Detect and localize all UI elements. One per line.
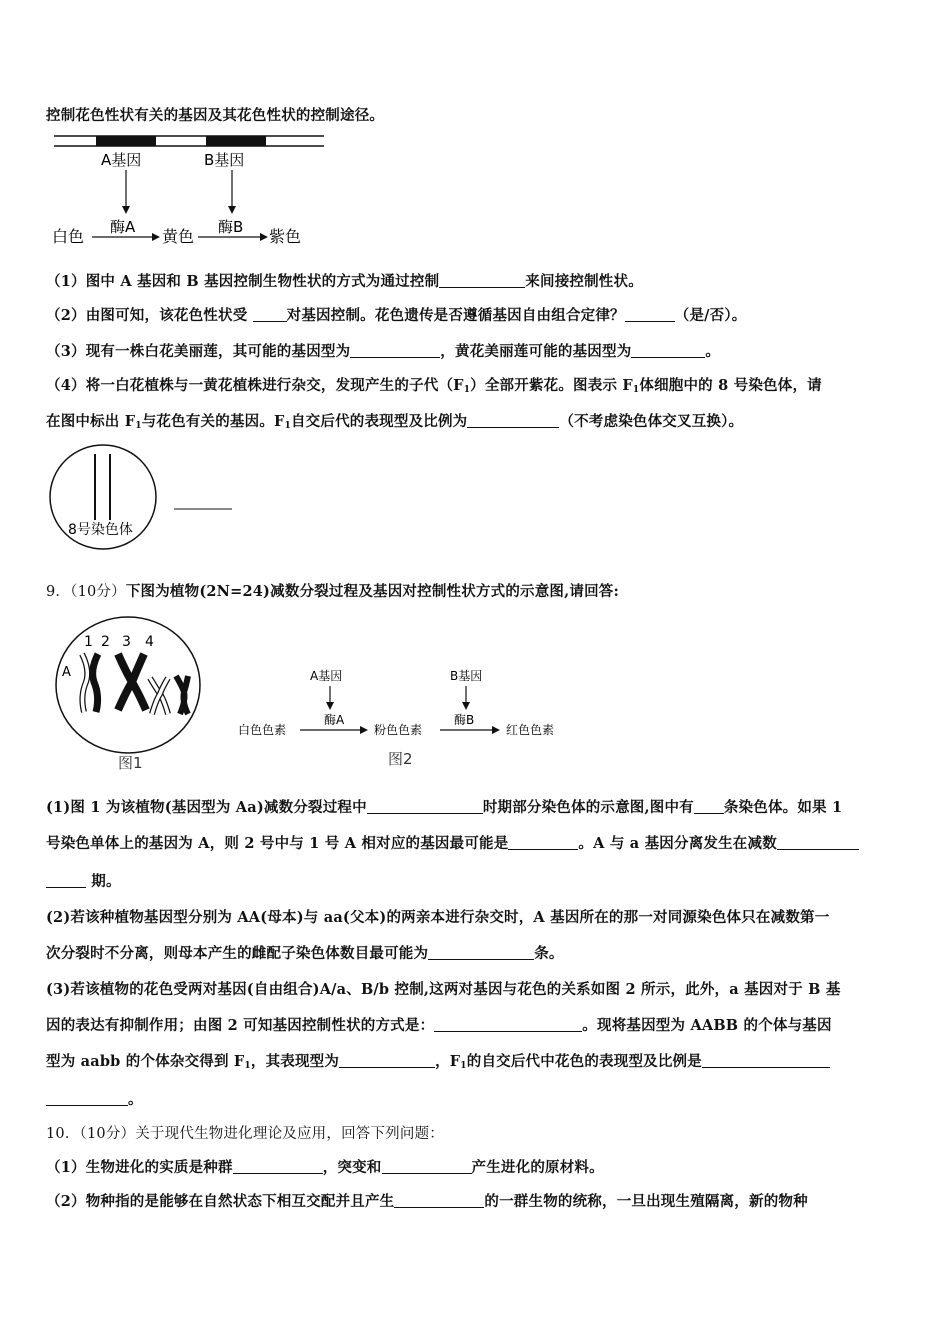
q8-part2: （2）由图可知，该花色性状受 对基因控制。花色遗传是否遵循基因自由组合定律？ （是/否）。 bbox=[46, 307, 747, 324]
enzyme-b-label: 酶B bbox=[454, 713, 475, 727]
answer-blank[interactable] bbox=[350, 343, 440, 358]
q9-part1-line3: 期。 bbox=[46, 870, 121, 891]
chromosome-5 bbox=[176, 676, 188, 714]
pigment-red: 红色色素 bbox=[506, 723, 555, 737]
q9-part2-line1: (2)若该种植物基因型分别为 AA(母本)与 aa(父本)的两亲本进行杂交时，A 基因所在的那一对同源染色体只在减数第一 bbox=[46, 909, 830, 926]
gene-pathway-figure bbox=[46, 128, 336, 253]
gene-a-mark: A bbox=[62, 665, 71, 680]
answer-blank[interactable] bbox=[233, 1159, 323, 1174]
chromosome-2 bbox=[93, 654, 98, 712]
chromatid-number: 2 bbox=[101, 634, 110, 650]
arrow-down-icon bbox=[228, 206, 236, 214]
arrow-right-icon bbox=[152, 233, 160, 241]
arrow-down-icon bbox=[462, 702, 470, 710]
color-yellow: 黄色 bbox=[162, 227, 195, 246]
color-white: 白色 bbox=[52, 227, 85, 246]
answer-blank[interactable] bbox=[467, 413, 559, 428]
answer-blank[interactable] bbox=[382, 1159, 472, 1174]
chromatid-number: 1 bbox=[84, 634, 93, 650]
answer-blank[interactable] bbox=[439, 273, 525, 288]
q8-part4-line1: （4）将一白花植株与一黄花植株进行杂交，发现产生的子代$(F_1)$全部开紫花。图表示 $F_1$体细胞中的 8 号染色体，请 bbox=[46, 377, 822, 395]
gene-a-segment bbox=[96, 136, 156, 146]
answer-blank[interactable] bbox=[46, 1091, 128, 1106]
q9-header: 9．（10分）下图为植物(2N=24)减数分裂过程及基因对控制性状方式的示意图,请回答: bbox=[46, 583, 620, 600]
gene-b-label: B基因 bbox=[204, 151, 245, 169]
arrow-down-icon bbox=[326, 702, 334, 710]
q10-header: 10．（10分）关于现代生物进化理论及应用，回答下列问题： bbox=[46, 1126, 444, 1142]
arrow-right-icon bbox=[360, 726, 368, 734]
q9-part3-line1: (3)若该植物的花色受两对基因(自由组合)A/a、B/b 控制,这两对基因与花色的关系如图 2 所示，此外，a 基因对于 B 基 bbox=[46, 981, 841, 998]
fig2-caption: 图2 bbox=[388, 750, 413, 768]
chromosome-8-figure bbox=[46, 440, 246, 555]
q9-part3-line3: 型为 aabb 的个体杂交得到 $F_1$，其表现型为 ，$F_1$的自交后代中花色的表现型及比例是 bbox=[46, 1050, 830, 1071]
q10-part1: （1）生物进化的实质是种群 ，突变和 产生进化的原材料。 bbox=[46, 1159, 604, 1176]
answer-blank[interactable] bbox=[428, 945, 534, 960]
q9-part3-line4: 。 bbox=[46, 1088, 143, 1109]
pigment-white: 白色色素 bbox=[238, 723, 287, 737]
chromosome-4 bbox=[150, 678, 168, 714]
q9-part2-line2: 次分裂时不分离，则母本产生的雌配子染色体数目最可能为 条。 bbox=[46, 945, 564, 962]
arrow-right-icon bbox=[492, 726, 500, 734]
meiosis-figure bbox=[46, 610, 216, 775]
q8-part3: （3）现有一株白花美丽莲，其可能的基因型为 ，黄花美丽莲可能的基因型为 。 bbox=[46, 343, 721, 360]
answer-blank[interactable] bbox=[702, 1053, 830, 1068]
arrow-down-icon bbox=[122, 206, 130, 214]
enzyme-a-label: 酶A bbox=[324, 713, 345, 727]
enzyme-a-label: 酶A bbox=[110, 218, 136, 236]
q9-part1-line2: 号染色单体上的基因为 A，则 2 号中与 1 号 A 相对应的基因最可能是 。A 与 a 基因分离发生在减数 bbox=[46, 832, 859, 853]
q8-part1: （1）图中 A 基因和 B 基因控制生物性状的方式为通过控制 来间接控制性状。 bbox=[46, 273, 643, 290]
intro-text: 控制花色性状有关的基因及其花色性状的控制途径。 bbox=[46, 107, 385, 124]
answer-blank[interactable] bbox=[367, 799, 483, 814]
chromosome-label: 8号染色体 bbox=[68, 522, 133, 538]
chromatid-number: 4 bbox=[145, 634, 154, 650]
chromosome-3 bbox=[118, 654, 146, 710]
enzyme-b-label: 酶B bbox=[218, 218, 244, 236]
arrow-right-icon bbox=[260, 233, 268, 241]
answer-blank[interactable] bbox=[508, 835, 578, 850]
gene-a-label: A基因 bbox=[310, 669, 343, 683]
pigment-pathway-figure bbox=[236, 664, 576, 774]
gene-b-label: B基因 bbox=[450, 669, 483, 683]
answer-blank[interactable] bbox=[394, 1193, 484, 1208]
answer-blank[interactable] bbox=[631, 343, 705, 358]
answer-blank[interactable] bbox=[253, 307, 287, 322]
fig1-caption: 图1 bbox=[118, 754, 143, 772]
q9-part3-line2: 因的表达有抑制作用；由图 2 可知基因控制性状的方式是： 。现将基因型为 AABB 的个体与基因 bbox=[46, 1017, 832, 1034]
pigment-pink: 粉色色素 bbox=[374, 723, 423, 737]
q8-part4-line2: 在图中标出 $F_1$与花色有关的基因。$F_1$自交后代的表现型及比例为 （不考虑染色体交叉互换）。 bbox=[46, 413, 744, 431]
chromatid-number: 3 bbox=[122, 634, 131, 650]
q9-part1-line1: (1)图 1 为该植物(基因型为 Aa)减数分裂过程中 时期部分染色体的示意图,图中有 条染色体。如果 1 bbox=[46, 799, 843, 816]
answer-blank[interactable] bbox=[625, 307, 675, 322]
answer-blank[interactable] bbox=[777, 835, 859, 850]
answer-blank[interactable] bbox=[434, 1017, 582, 1032]
answer-blank[interactable] bbox=[46, 873, 86, 888]
chromosome-1 bbox=[82, 654, 87, 712]
answer-blank[interactable] bbox=[339, 1053, 435, 1068]
color-purple: 紫色 bbox=[269, 227, 302, 246]
gene-b-segment bbox=[206, 136, 266, 146]
gene-a-label: A基因 bbox=[101, 151, 142, 169]
q10-part2: （2）物种指的是能够在自然状态下相互交配并且产生 的一群生物的统称，一旦出现生殖隔离，新的物种 bbox=[46, 1193, 808, 1210]
answer-blank[interactable] bbox=[694, 799, 724, 814]
